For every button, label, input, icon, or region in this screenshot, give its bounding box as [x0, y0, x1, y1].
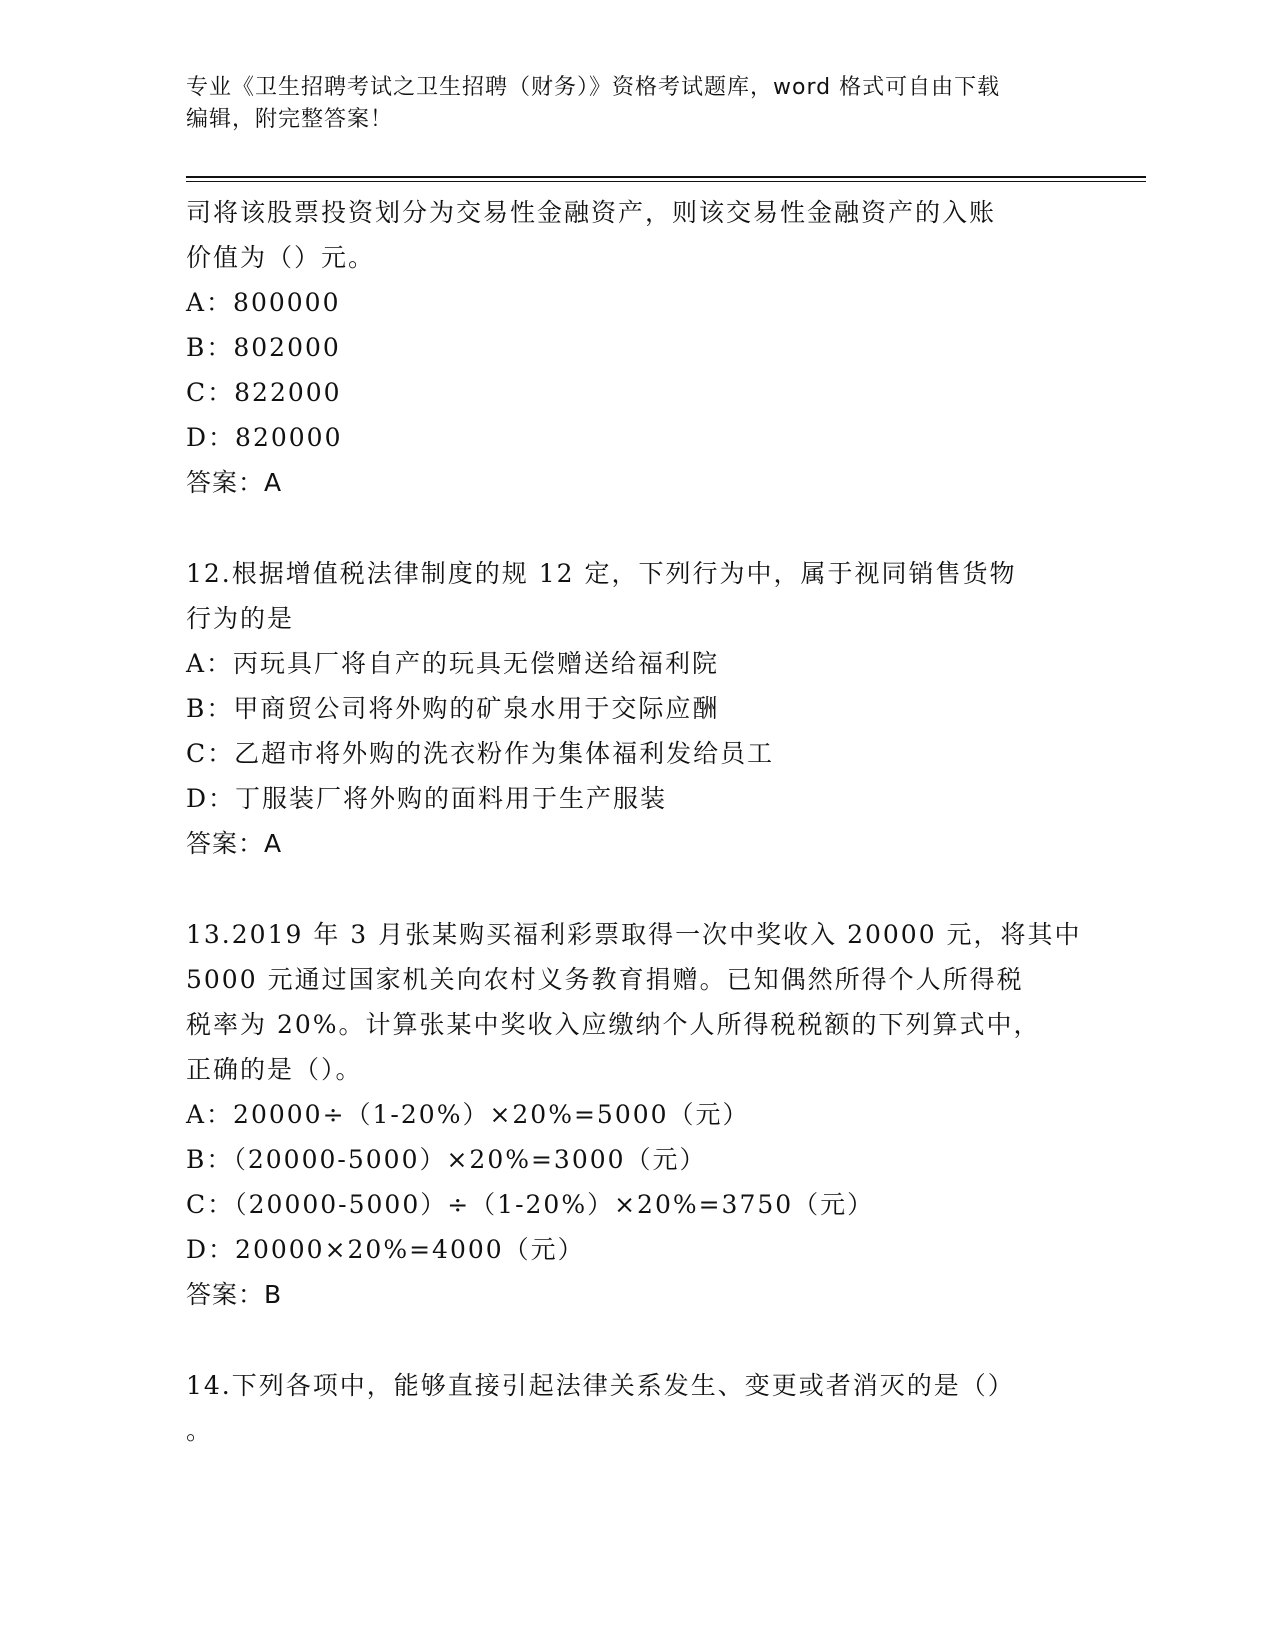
answer: 答案：B — [186, 1280, 283, 1309]
header-rule-thin — [186, 181, 1146, 182]
option-a: A：丙玩具厂将自产的玩具无偿赠送给福利院 — [186, 649, 720, 678]
question-text: 价值为（）元。 — [186, 243, 376, 272]
option-c: C：822000 — [186, 378, 342, 407]
option-d: D：丁服装厂将外购的面料用于生产服装 — [186, 784, 668, 813]
question-text: 5000 元通过国家机关向农村义务教育捐赠。已知偶然所得个人所得税 — [186, 965, 1024, 994]
option-a: A：800000 — [186, 288, 341, 317]
document-header — [186, 72, 1086, 136]
question-text: 正确的是（）。 — [186, 1055, 363, 1084]
question-13 — [186, 912, 1086, 1317]
question-14 — [186, 1363, 1086, 1453]
option-d: D：20000×20%=4000（元） — [186, 1235, 585, 1264]
header-line-1: 专业《卫生招聘考试之卫生招聘（财务）》资格考试题库，word 格式可自由下载 — [186, 75, 1001, 100]
question-text: 13.2019 年 3 月张某购买福利彩票取得一次中奖收入 20000 元，将其中 — [186, 920, 1082, 949]
question-11 — [186, 190, 1086, 505]
option-a: A：20000÷（1-20%）×20%=5000（元） — [186, 1100, 750, 1129]
option-b: B：（20000-5000）×20%=3000（元） — [186, 1145, 707, 1174]
question-text: 税率为 20%。计算张某中奖收入应缴纳个人所得税税额的下列算式中， — [186, 1010, 1041, 1039]
option-c: C：乙超市将外购的洗衣粉作为集体福利发给员工 — [186, 739, 775, 768]
question-text: 。 — [186, 1416, 214, 1445]
header-rule-thick — [186, 176, 1146, 178]
option-d: D：820000 — [186, 423, 343, 452]
option-b: B：甲商贸公司将外购的矿泉水用于交际应酬 — [186, 694, 720, 723]
header-line-2: 编辑，附完整答案！ — [186, 107, 394, 132]
question-text: 14.下列各项中，能够直接引起法律关系发生、变更或者消灭的是（） — [186, 1371, 1015, 1400]
question-gap — [186, 866, 1086, 912]
question-text: 12.根据增值税法律制度的规 12 定，下列行为中，属于视同销售货物 — [186, 559, 1017, 588]
question-gap — [186, 1317, 1086, 1363]
option-b: B：802000 — [186, 333, 341, 362]
answer: 答案：A — [186, 829, 283, 858]
question-12 — [186, 551, 1086, 866]
answer: 答案：A — [186, 468, 283, 497]
question-text: 行为的是 — [186, 604, 295, 633]
question-text: 司将该股票投资划分为交易性金融资产，则该交易性金融资产的入账 — [186, 198, 997, 227]
document-body — [186, 190, 1086, 1453]
question-gap — [186, 505, 1086, 551]
option-c: C：（20000-5000）÷（1-20%）×20%=3750（元） — [186, 1190, 875, 1219]
